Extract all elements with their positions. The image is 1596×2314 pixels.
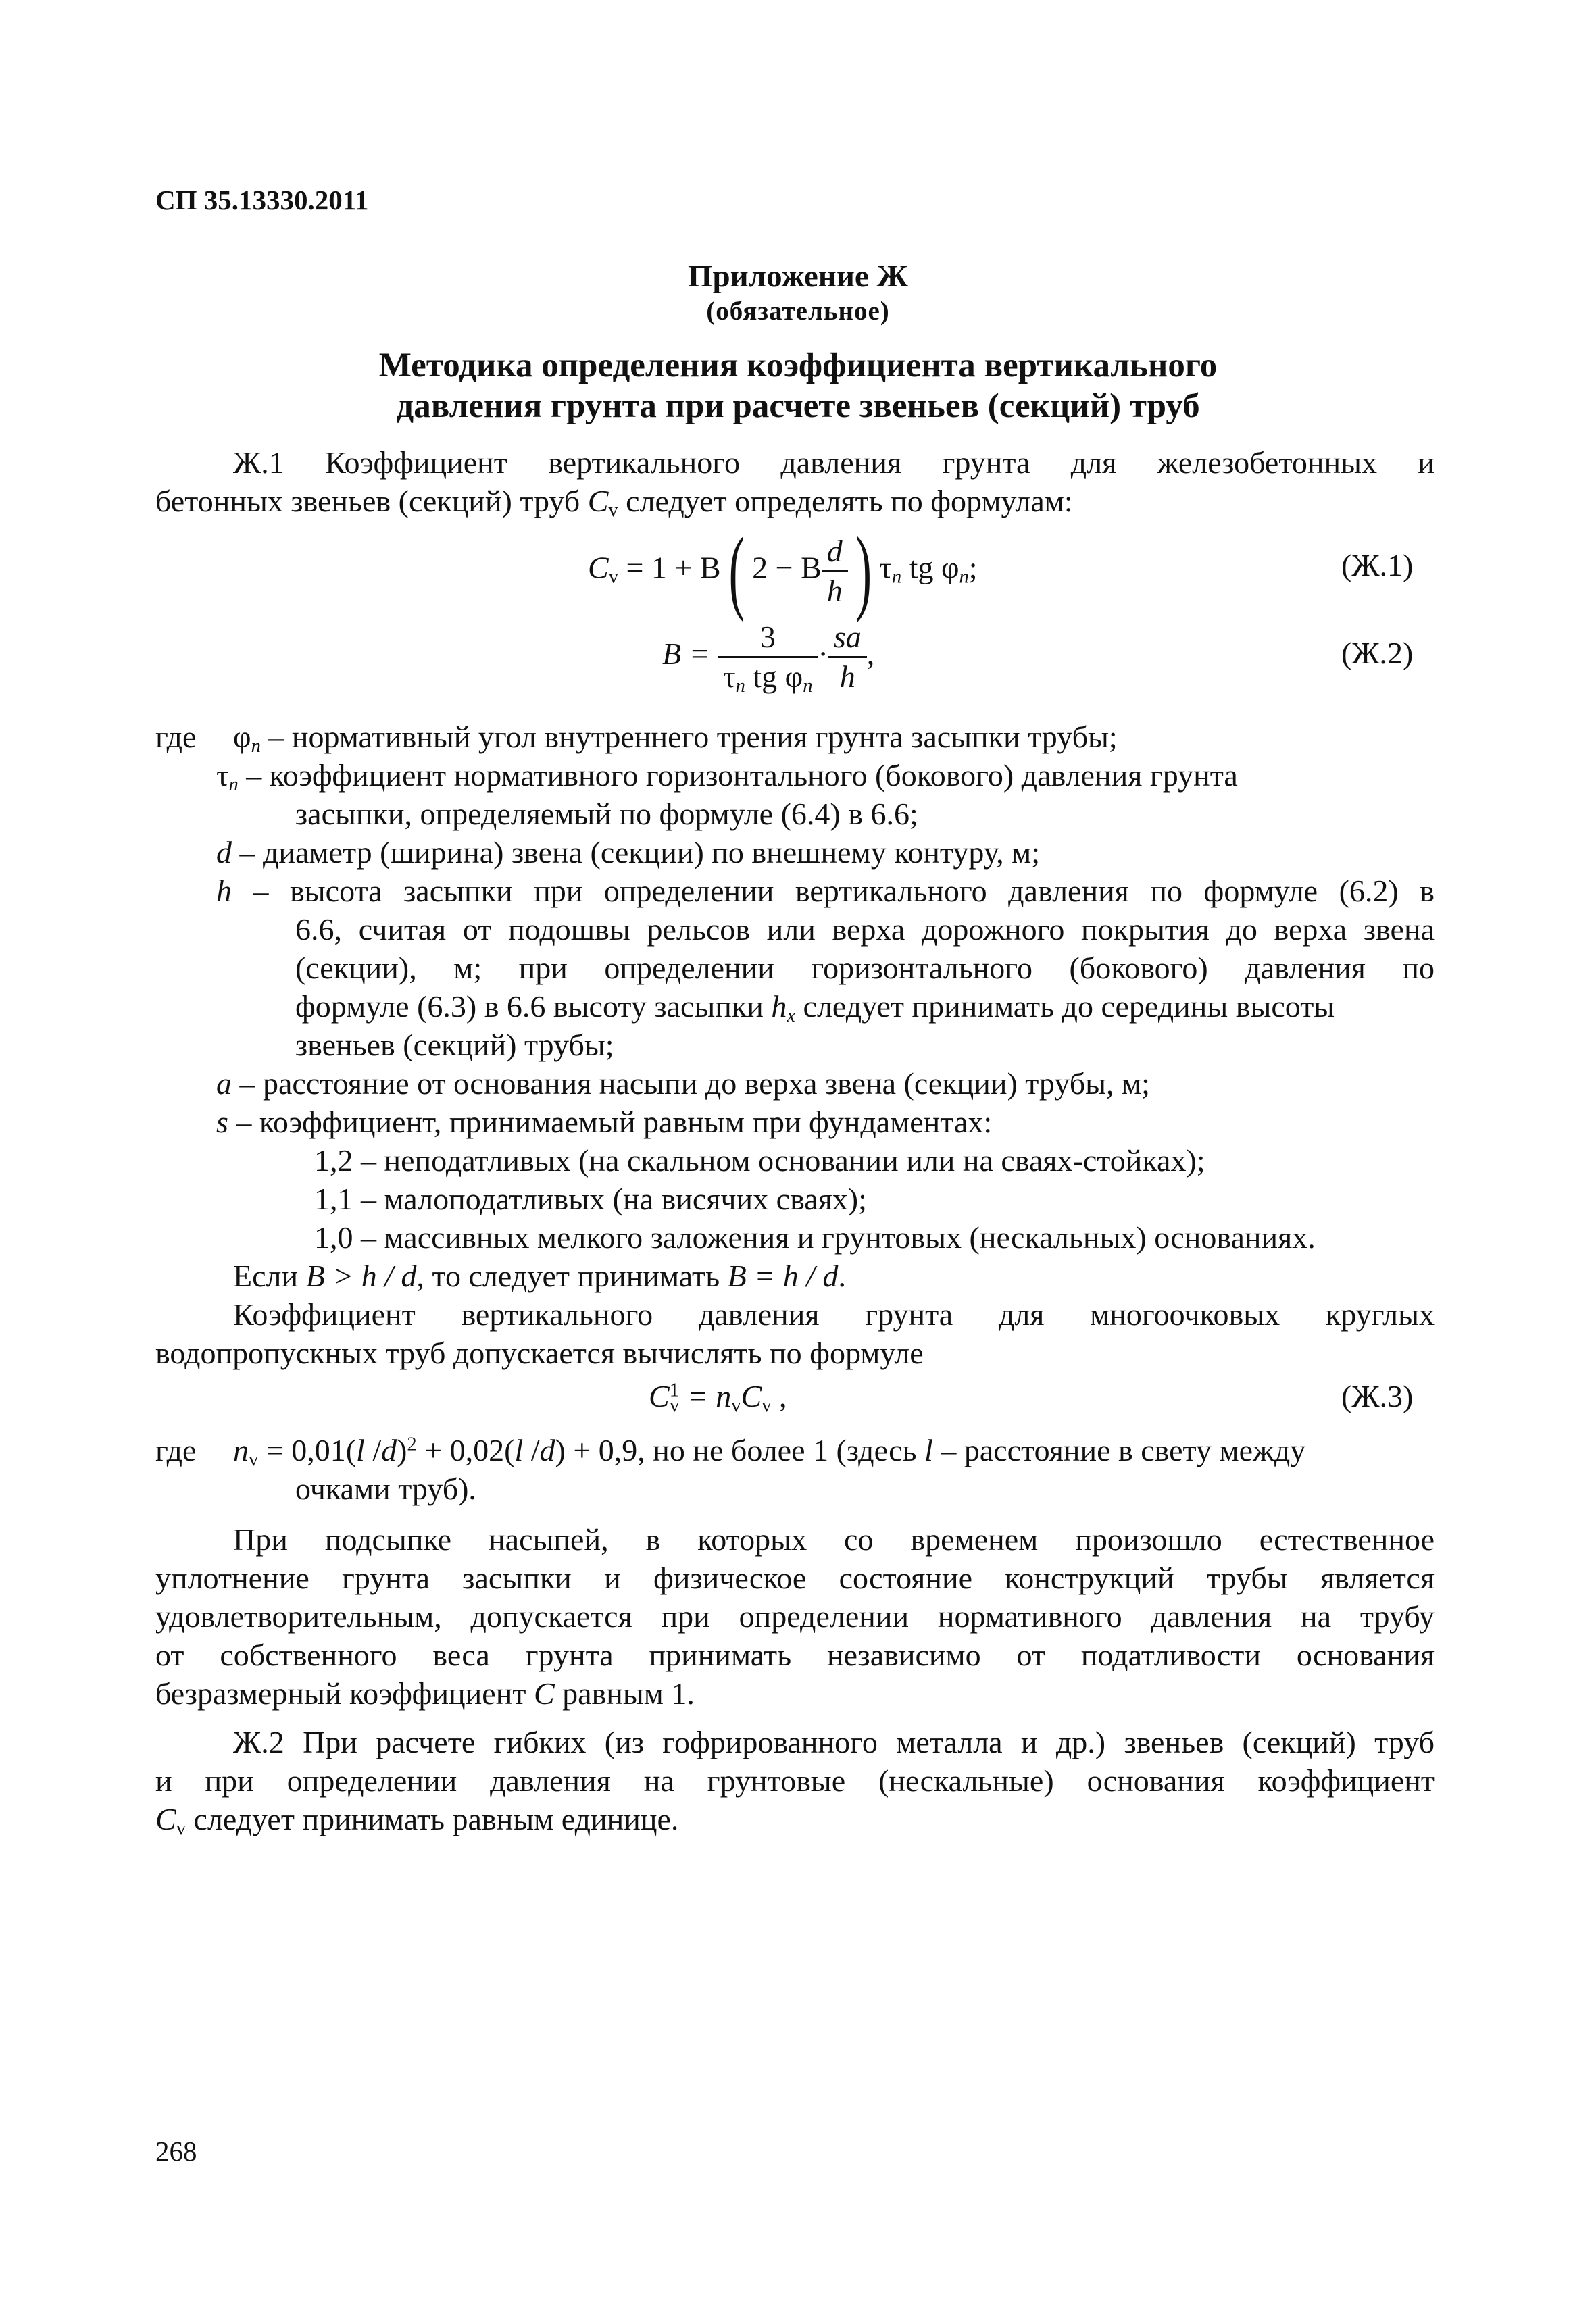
formula-zh3-number: (Ж.3) — [1341, 1379, 1414, 1413]
phi-symbol: φ — [233, 720, 251, 754]
nv-d1: d — [381, 1433, 397, 1467]
intro-text: бетонных звеньев (секций) труб — [155, 484, 588, 518]
f1-phi-sub: n — [959, 566, 969, 588]
s-item-2: 1,1 – малоподатливых (на висячих сваях); — [314, 1182, 867, 1216]
f3-rhs-sub1: v — [731, 1395, 741, 1417]
backfill-line-4: от собственного веса грунта принимать независимо от податливости основания — [155, 1638, 1435, 1672]
appendix-heading-line-1: Методика определения коэффициента вертикального — [378, 347, 1218, 384]
f3-rhs-a: = n — [679, 1379, 732, 1413]
f1-open-paren: ( — [728, 518, 745, 623]
f2-fraction-1 — [718, 618, 818, 696]
f2-fraction-2 — [828, 618, 867, 696]
intro-text-end: следует определять по формулам: — [618, 484, 1073, 518]
def-h-line-4 — [295, 987, 1335, 1026]
formula-zh2-number: (Ж.2) — [1341, 636, 1414, 670]
f1-lhs: C — [588, 550, 609, 585]
nv-text-e: / — [523, 1433, 540, 1467]
backfill-line-5 — [155, 1674, 695, 1713]
backfill-text-b: равным 1. — [554, 1676, 695, 1711]
nv-sub: v — [249, 1449, 259, 1471]
f3-lhs-sup: 1 — [669, 1380, 679, 1401]
def-tau — [216, 756, 1238, 795]
a-text: – расстояние от основания насыпи до верха звена (секции) трубы, м; — [232, 1066, 1150, 1101]
if-line — [233, 1257, 846, 1295]
f2-tail: , — [866, 636, 875, 672]
def-nv — [233, 1431, 1305, 1469]
appendix-title: Приложение Ж — [687, 259, 909, 294]
phi-sub: n — [251, 736, 261, 757]
f2-frac1-num: 3 — [718, 618, 818, 658]
formula-zh2 — [662, 618, 874, 696]
f1-lhs-sub: v — [608, 566, 618, 588]
cv-subscript: v — [608, 500, 618, 522]
f3-tail: , — [771, 1379, 787, 1413]
h-text-1: – высота засыпки при определении вертикального давления по формуле (6.2) в — [232, 874, 1435, 908]
document-code: СП 35.13330.2011 — [155, 184, 369, 216]
f1-part1: = 1 + B — [618, 550, 721, 585]
def-tau-line-2: засыпки, определяемый по формуле (6.4) в 6.6; — [295, 797, 918, 831]
intro-line-2 — [155, 482, 1073, 520]
nv-sup: 2 — [407, 1434, 417, 1455]
f2-dot: · — [818, 636, 828, 672]
h-symbol: h — [216, 874, 232, 908]
f2-frac2-num: sa — [828, 618, 867, 658]
f2-tau: τ — [723, 659, 736, 694]
def-h-line-5: звеньев (секций) трубы; — [295, 1028, 614, 1062]
def-d — [216, 833, 1040, 872]
nv-d2: d — [539, 1433, 555, 1467]
f2-tgphi: tg φ — [745, 659, 803, 694]
s-symbol: s — [216, 1105, 228, 1139]
tau-sub: n — [228, 774, 239, 796]
appendix-heading-line-2: давления грунта при расчете звеньев (секций) труб — [396, 387, 1200, 425]
multi-line-1: Коэффициент вертикального давления грунта для многоочковых круглых — [233, 1297, 1435, 1332]
f2-lhs: B = — [662, 636, 710, 672]
nv-symbol: n — [233, 1433, 249, 1467]
nv-l2: l — [514, 1433, 524, 1467]
s-item-1: 1,2 – неподатливых (на скальном основании или на сваях-стойках); — [314, 1143, 1205, 1178]
s-item-3: 1,0 – массивных мелкого заложения и грунтовых (нескальных) основаниях. — [314, 1220, 1316, 1255]
formula-zh1 — [588, 518, 978, 623]
a-symbol: a — [216, 1066, 232, 1101]
phi-text: – нормативный угол внутреннего трения грунта засыпки трубы; — [260, 720, 1118, 754]
nv-text-a: = 0,01( — [258, 1433, 357, 1467]
appendix-status: (обязательное) — [706, 297, 890, 326]
c-symbol: C — [533, 1676, 555, 1711]
f1-tgphi: tg φ — [901, 550, 959, 585]
zh2-text: следует принимать равным единице. — [185, 1802, 679, 1836]
tau-text-1: – коэффициент нормативного горизонтального (бокового) давления грунта — [238, 758, 1238, 793]
f3-lhs-sub: v — [669, 1395, 680, 1417]
zh2-cv-sub: v — [176, 1818, 186, 1840]
if-text-a: Если — [233, 1259, 306, 1293]
d-symbol: d — [216, 835, 232, 870]
def-s — [216, 1103, 992, 1141]
def-nv-line-2: очками труб). — [295, 1472, 476, 1506]
def-h-line-3: (секции), м; при определении горизонтального (бокового) давления по — [295, 951, 1435, 985]
f3-lhs: C — [649, 1379, 670, 1413]
f3-rhs-b: C — [741, 1379, 762, 1413]
backfill-line-3: удовлетворительным, допускается при определении нормативного давления на трубу — [155, 1599, 1435, 1634]
def-h-line-2: 6.6, считая от подошвы рельсов или верха дорожного покрытия до верха звена — [295, 912, 1435, 947]
def-h-line-1 — [216, 872, 1435, 910]
backfill-line-2: уплотнение грунта засыпки и физическое состояние конструкций трубы является — [155, 1561, 1435, 1595]
nv-text-g: – расстояние в свету между — [932, 1433, 1306, 1467]
nv-l3: l — [924, 1433, 933, 1467]
if-text-e: . — [838, 1259, 847, 1293]
f1-frac-den: h — [826, 573, 843, 608]
f2-frac1-den — [718, 658, 818, 696]
def-a — [216, 1064, 1150, 1103]
nv-text-f: ) + 0,9, но не более 1 (здесь — [555, 1433, 925, 1467]
hx-symbol: h — [771, 989, 787, 1024]
if-cond: B > h / d — [305, 1259, 417, 1293]
nv-text-b: / — [364, 1433, 382, 1467]
where-label: где — [155, 720, 197, 754]
f1-tau: τ — [879, 550, 892, 585]
nv-l1: l — [356, 1433, 365, 1467]
f1-tau-sub: n — [891, 566, 902, 588]
page-number: 268 — [155, 2136, 197, 2167]
f1-fraction — [822, 532, 848, 610]
formula-zh3 — [649, 1378, 787, 1417]
f1-part2: 2 − B — [752, 550, 822, 585]
f1-frac-num: d — [822, 532, 848, 572]
f1-close-paren: ) — [855, 518, 872, 623]
if-result: B = h / d — [727, 1259, 839, 1293]
formula-zh1-number: (Ж.1) — [1341, 548, 1414, 582]
h-text-4b: следует принимать до середины высоты — [795, 989, 1335, 1024]
h-text-4a: формуле (6.3) в 6.6 высоту засыпки — [295, 989, 772, 1024]
f2-phi-sub: n — [803, 676, 813, 697]
def-phi — [233, 718, 1118, 756]
zh2-line-2: и при определении давления на грунтовые (нескальные) основания коэффициент — [155, 1763, 1435, 1798]
multi-line-2: водопропускных труб допускается вычислять по формуле — [155, 1336, 924, 1370]
d-text: – диаметр (ширина) звена (секции) по внешнему контуру, м; — [232, 835, 1040, 870]
where2-label: где — [155, 1433, 197, 1467]
tau-symbol: τ — [216, 758, 229, 793]
zh2-cv-symbol: C — [155, 1802, 176, 1836]
s-text: – коэффициент, принимаемый равным при фундаментах: — [228, 1105, 993, 1139]
f2-frac2-den: h — [839, 659, 855, 694]
backfill-text-a: безразмерный коэффициент — [155, 1676, 534, 1711]
nv-text-d: + 0,02( — [416, 1433, 515, 1467]
zh2-line-1: Ж.2 При расчете гибких (из гофрированного металла и др.) звеньев (секций) труб — [233, 1725, 1435, 1759]
f1-tail: ; — [968, 550, 978, 585]
if-text-c: , то следует принимать — [416, 1259, 728, 1293]
cv-symbol: C — [587, 484, 609, 518]
backfill-line-1: При подсыпке насыпей, в которых со временем произошло естественное — [233, 1522, 1435, 1557]
intro-line-1: Ж.1 Коэффициент вертикального давления грунта для железобетонных и — [233, 445, 1435, 480]
f3-rhs-sub2: v — [762, 1395, 772, 1417]
nv-text-c: ) — [397, 1433, 407, 1467]
zh2-line-3 — [155, 1800, 678, 1838]
f2-tau-sub: n — [735, 676, 745, 697]
hx-sub: x — [787, 1005, 796, 1027]
